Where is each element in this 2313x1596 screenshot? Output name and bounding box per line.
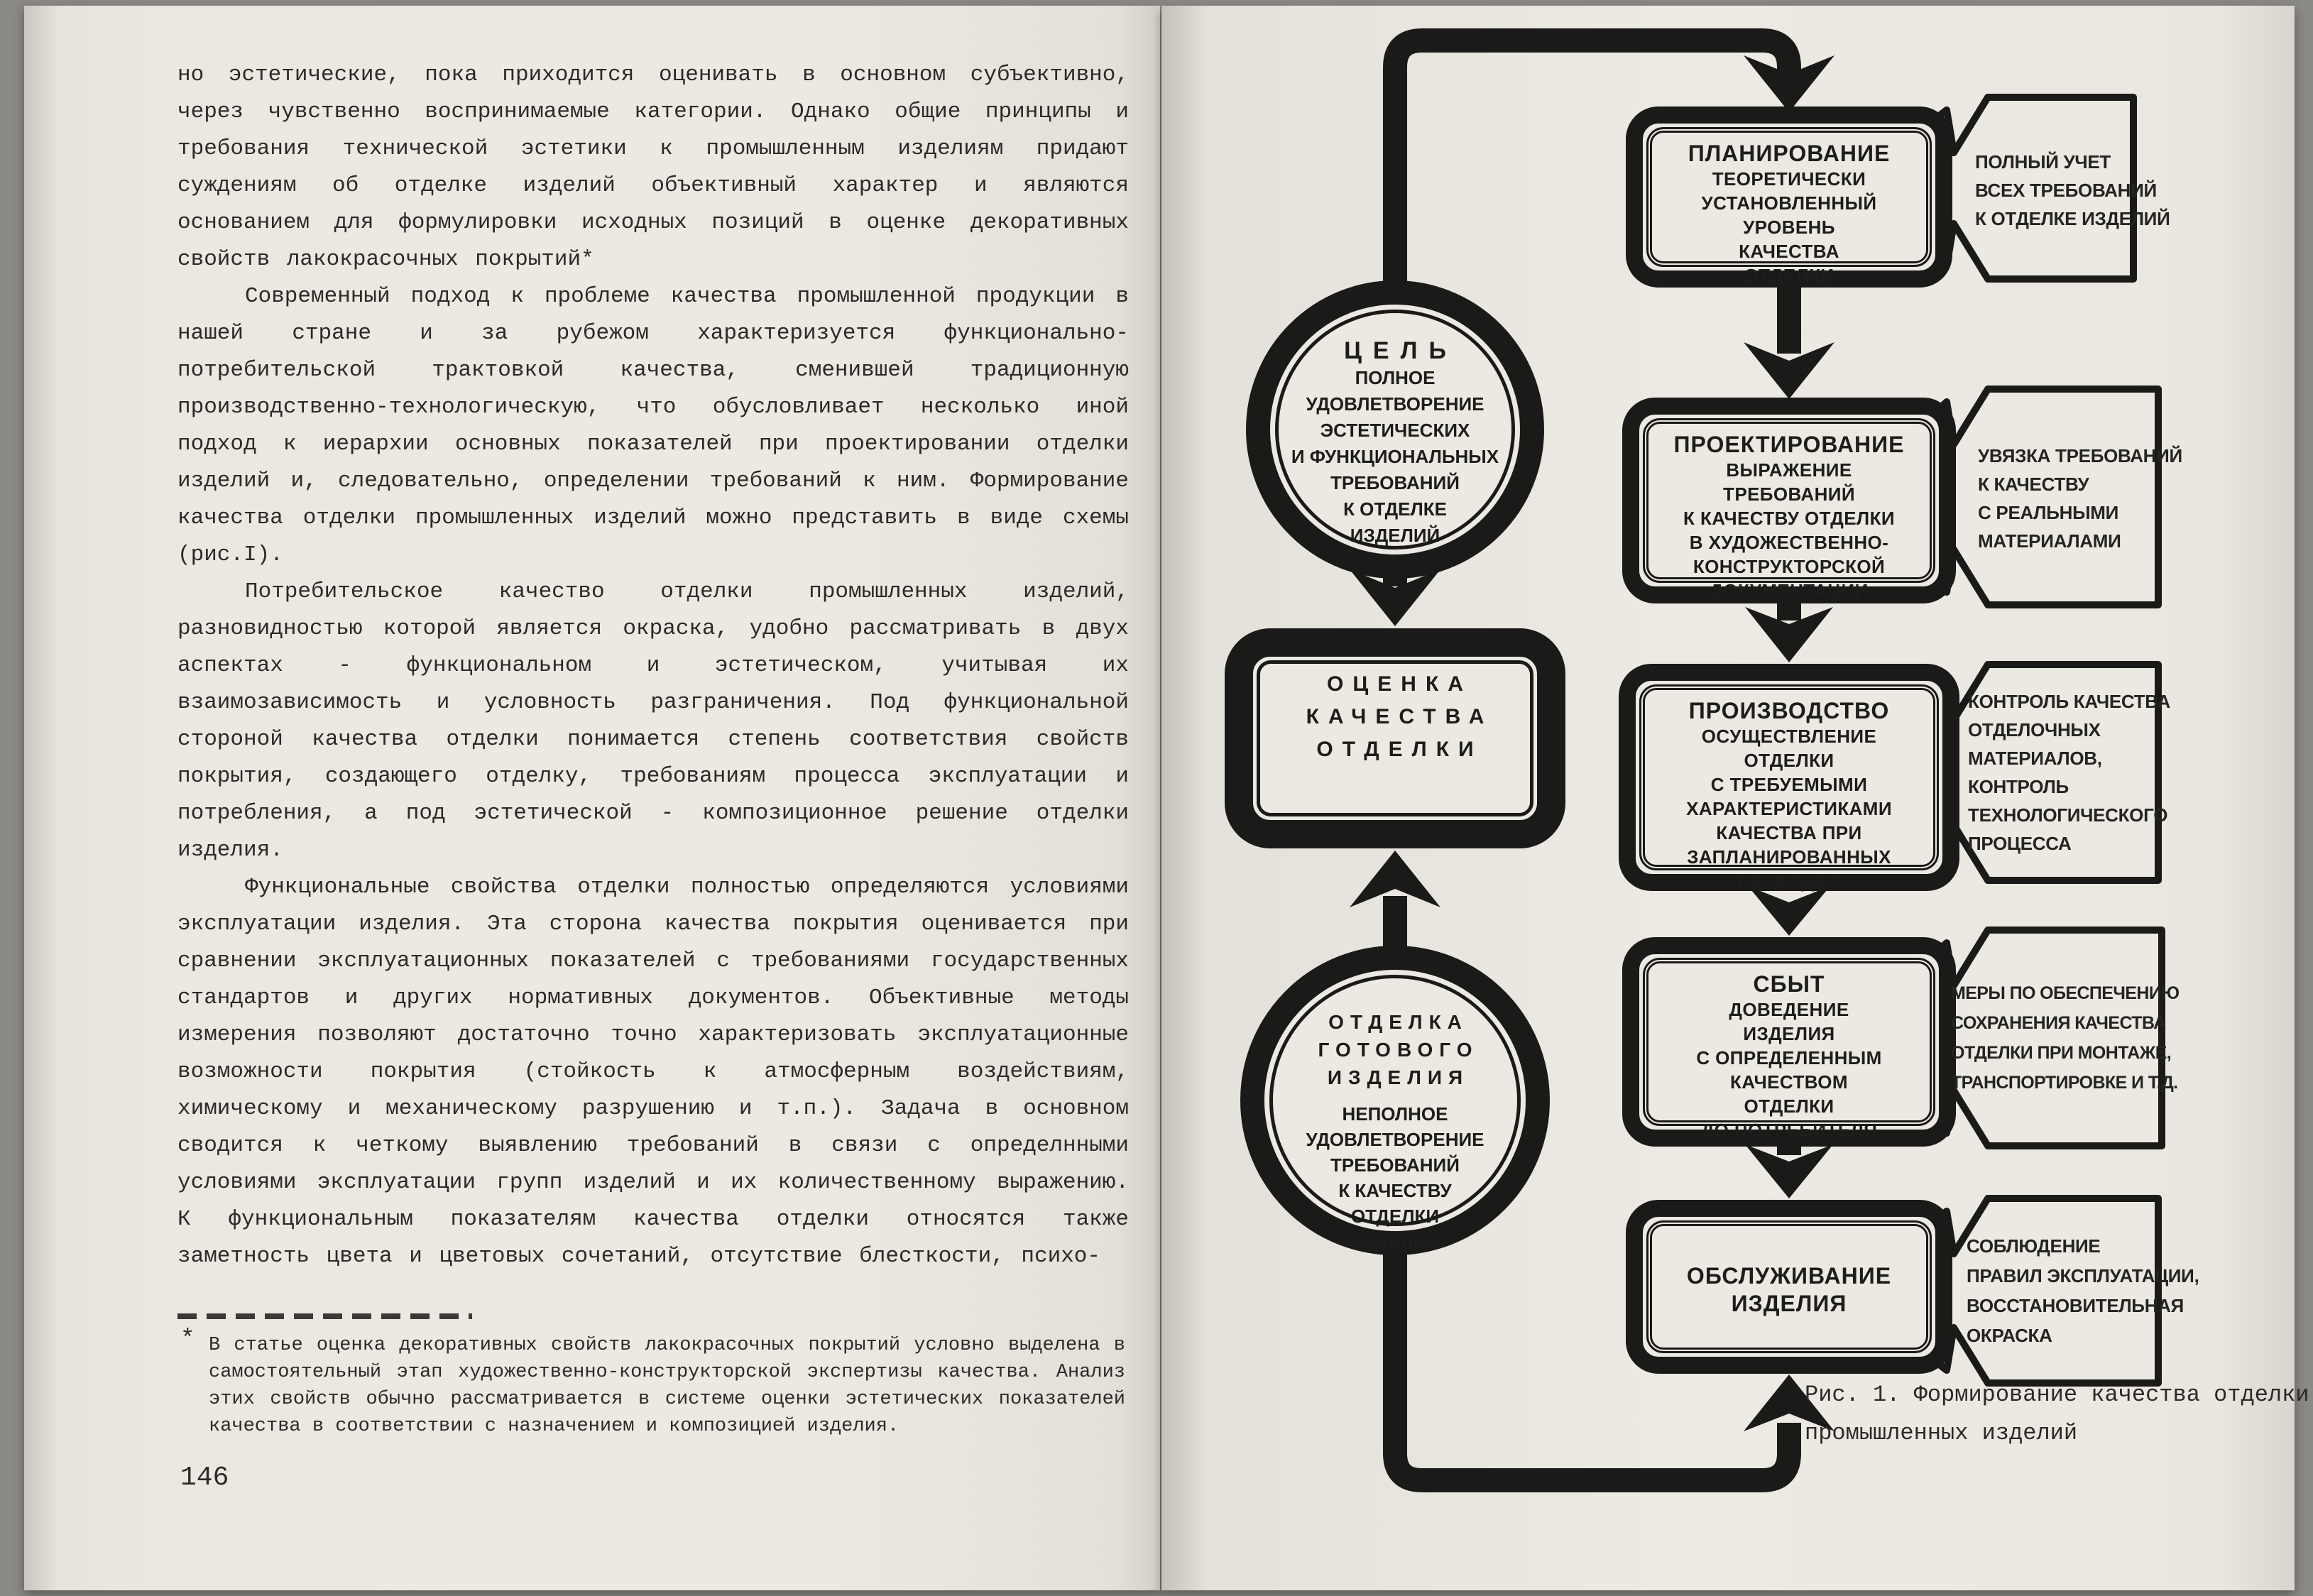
stage-title: ПЛАНИРОВАНИЕ	[1688, 141, 1891, 166]
evaluation-text	[1297, 668, 1494, 766]
stage-line: К КАЧЕСТВУ ОТДЕЛКИ	[1683, 508, 1895, 529]
stage-box-design	[1622, 398, 1956, 603]
goal-line: ТРЕБОВАНИЙ	[1330, 472, 1460, 493]
stage-box-service	[1626, 1200, 1952, 1374]
stage-line: КАЧЕСТВОМ	[1730, 1071, 1848, 1093]
side-label-line: МЕРЫ ПО ОБЕСПЕЧЕНИЮ	[1951, 983, 2180, 1003]
goal-circle	[1246, 280, 1544, 579]
stage-line: ДОКУМЕНТАЦИИ	[1710, 580, 1869, 601]
side-label-line: СОХРАНЕНИЯ КАЧЕСТВА	[1951, 1013, 2166, 1033]
stage-line: С ОПРЕДЕЛЕННЫМ	[1696, 1047, 1882, 1068]
goal-line: К ОТДЕЛКЕ	[1343, 498, 1447, 520]
stage-text	[1702, 167, 1877, 288]
stage-line: В ХУДОЖЕСТВЕННО-	[1689, 532, 1889, 553]
goal-line: УДОВЛЕТВОРЕНИЕ	[1306, 393, 1484, 415]
side-label-line: ОТДЕЛОЧНЫХ	[1968, 719, 2101, 740]
stage-title: ОБСЛУЖИВАНИЕ	[1686, 1262, 1892, 1289]
body-paragraph: Современный подход к проблеме качества промышленной продукции в нашей стране и за рубежом характеризуется функционально-потребительской трактовкой качества, сменившей традиционную производственно-технологическую, что обусловливает несколько иной подход к иерархии основных показателей при проектировании отделки изделий и, следовательно, определении требований к ним. Формирование качества отделки промышленных изделий можно представить в виде схемы (рис.I).	[177, 284, 1129, 567]
side-label-line: ПРОЦЕССА	[1968, 833, 2072, 854]
side-label-line: МАТЕРИАЛОВ,	[1968, 748, 2102, 769]
side-label-4	[1951, 978, 2179, 1098]
stage-line: ОСУЩЕСТВЛЕНИЕ	[1701, 726, 1877, 747]
side-label-line: МАТЕРИАЛАМИ	[1978, 530, 2121, 552]
body-paragraph: Потребительское качество отделки промышленных изделий, разновидностью которой является окраска, удобно рассматривать в двух аспектах - функциональном и эстетическом, учитывая их взаимозависимость и условность разграничения. Под функциональной стороной качества отделки понимается степень соответствия свойств покрытия, создающего отделку, требованиям процесса эксплуатации и потребления, а под эстетической - композиционное решение отделки изделия.	[177, 579, 1129, 863]
stage-title-line2: ИЗДЕЛИЯ	[1731, 1290, 1847, 1316]
evaluation-line: ОЦЕНКА	[1327, 672, 1472, 696]
side-label-1	[1975, 148, 2170, 233]
side-label-line: ОКРАСКА	[1967, 1325, 2052, 1346]
stage-box-sales	[1622, 937, 1956, 1147]
stage-line: ДО ПОТРЕБИТЕЛЯ	[1700, 1120, 1878, 1141]
finish-title-line: ОТДЕЛКА	[1328, 1011, 1468, 1033]
stage-text	[1686, 724, 1892, 893]
footnote-asterisk: *	[180, 1326, 195, 1353]
finish-title-line: ИЗДЕЛИЯ	[1327, 1066, 1470, 1088]
stage-line: КАЧЕСТВА ПРИ	[1716, 822, 1862, 843]
finish-line: ТРЕБОВАНИЙ	[1330, 1154, 1460, 1176]
arrowhead-production-to-sales	[1748, 886, 1830, 936]
evaluation-line: КАЧЕСТВА	[1306, 705, 1494, 728]
side-label-line: УВЯЗКА ТРЕБОВАНИЙ	[1978, 445, 2182, 466]
figure-caption-line: Рис. 1. Формирование качества отделки	[1805, 1382, 2309, 1408]
side-label-line: С РЕАЛЬНЫМИ	[1978, 502, 2118, 523]
finish-title-line: ГОТОВОГО	[1318, 1039, 1479, 1061]
stage-title: ПРОИЗВОДСТВО	[1688, 698, 1890, 723]
stage-line: РАСХОДАХ	[1737, 870, 1841, 892]
finish-text	[1306, 1101, 1484, 1255]
stage-line: ЗАПЛАНИРОВАННЫХ	[1687, 846, 1891, 868]
finish-line: ОТДЕЛКИ	[1350, 1206, 1440, 1227]
figure-caption	[1805, 1376, 2309, 1453]
side-label-line: К ОТДЕЛКЕ ИЗДЕЛИЙ	[1975, 208, 2170, 229]
page-number: 146	[180, 1463, 229, 1493]
finish-line: УДОВЛЕТВОРЕНИЕ	[1306, 1129, 1484, 1150]
stage-line: УСТАНОВЛЕННЫЙ	[1701, 192, 1877, 214]
stage-title: СБЫТ	[1753, 971, 1825, 997]
side-label-line: ТРАНСПОРТИРОВКЕ И Т.Д.	[1951, 1073, 2178, 1093]
stage-line: ВЫРАЖЕНИЕ	[1726, 459, 1852, 481]
stage-line: С ТРЕБУЕМЫМИ	[1710, 774, 1868, 795]
side-label-line: КОНТРОЛЬ КАЧЕСТВА	[1968, 691, 2170, 712]
finish-title	[1311, 1008, 1478, 1091]
stage-line: КОНСТРУКТОРСКОЙ	[1693, 556, 1886, 577]
body-paragraph: Функциональные свойства отделки полностью определяются условиями эксплуатации изделия. Эта сторона качества покрытия оценивается при сравнении эксплуатационных показателей с требованиями государственных стандартов и других нормативных документов. Объективные методы измерения позволяют достаточно точно характеризовать эксплуатационные возможности покрытия (стойкость к атмосферным воздействиям, химическому и механическому разрушению и т.п.). Задача в основном сводится к четкому выявлению требований в связи с определнными условиями эксплуатации групп изделий и их количественному выражению. К функциональным показателям качества отделки относятся также заметность цвета и цветовых сочетаний, отсутствие блесткости, психо-	[177, 875, 1129, 1269]
stage-box-production	[1619, 664, 1959, 891]
side-label-line: ПОЛНЫЙ УЧЕТ	[1975, 151, 2111, 173]
stage-title: ПРОЕКТИРОВАНИЕ	[1673, 432, 1905, 457]
finish-line: ИЗДЕЛИЙ	[1350, 1231, 1440, 1252]
side-label-line: К КАЧЕСТВУ	[1978, 474, 2089, 495]
evaluation-box	[1225, 628, 1565, 848]
evaluation-line: ОТДЕЛКИ	[1316, 738, 1483, 761]
stage-box-planning	[1626, 106, 1952, 288]
goal-line: ПОЛНОЕ	[1355, 367, 1436, 388]
side-label-line: КОНТРОЛЬ	[1968, 776, 2069, 797]
side-label-line: ОТДЕЛКИ ПРИ МОНТАЖЕ,	[1951, 1043, 2172, 1063]
stage-line: ТРЕБОВАНИЙ	[1723, 483, 1855, 505]
finish-line: К КАЧЕСТВУ	[1338, 1180, 1452, 1201]
footnote-text: В статье оценка декоративных свойств лакокрасочных покрытий условно выделена в самостоятельный этап художественно-конструкторской экспертизы качества. Анализ этих свойств обычно рассматривается в системе оценки эстетических показателей качества в соответствии с назначением и композицией изделия.	[209, 1335, 1125, 1437]
side-label-5	[1967, 1231, 2199, 1350]
side-label-3	[1968, 687, 2170, 858]
finish-line: НЕПОЛНОЕ	[1342, 1103, 1448, 1125]
side-label-line: СОБЛЮДЕНИЕ	[1967, 1235, 2101, 1257]
body-paragraph: но эстетические, пока приходится оценивать в основном субъективно, через чувственно воспринимаемые категории. Однако общие принципы и требования технической эстетики к промышленным изделиям придают суждениям об отделке изделий объективный характер и являются основанием для формулировки исходных позиций в оценке декоративных свойств лакокрасочных покрытий*	[177, 62, 1129, 272]
stage-text	[1696, 998, 1881, 1142]
side-label-line: ВОССТАНОВИТЕЛЬНАЯ	[1967, 1295, 2184, 1316]
goal-line: ЭСТЕТИЧЕСКИХ	[1320, 420, 1470, 441]
goal-line: ИЗДЕЛИЙ	[1350, 525, 1440, 546]
side-label-line: ПРАВИЛ ЭКСПЛУАТАЦИИ,	[1967, 1265, 2199, 1286]
figure-caption-line: промышленных изделий	[1805, 1420, 2078, 1446]
stage-line: ОТДЕЛКИ	[1744, 1095, 1834, 1117]
stage-line: КАЧЕСТВА	[1739, 241, 1839, 262]
stage-line: ДОВЕДЕНИЕ	[1729, 999, 1849, 1020]
stage-text	[1683, 458, 1895, 603]
goal-text	[1291, 365, 1499, 549]
goal-line: И ФУНКЦИОНАЛЬНЫХ	[1291, 446, 1499, 467]
stage-line: ОТДЕЛКИ	[1744, 750, 1834, 771]
stage-line: ХАРАКТЕРИСТИКАМИ	[1686, 798, 1892, 819]
stage-line: УРОВЕНЬ	[1743, 217, 1835, 238]
side-label-2	[1978, 442, 2182, 555]
side-label-line: ВСЕХ ТРЕБОВАНИЙ	[1975, 180, 2157, 201]
stage-line: ОТДЕЛКИ	[1744, 265, 1834, 286]
stage-line: ТЕОРЕТИЧЕСКИ	[1712, 168, 1866, 190]
stage-line: ИЗДЕЛИЯ	[1743, 1023, 1835, 1044]
finish-circle	[1240, 946, 1550, 1255]
side-label-line: ТЕХНОЛОГИЧЕСКОГО	[1968, 804, 2168, 826]
goal-title: ЦЕЛЬ	[1344, 337, 1458, 364]
